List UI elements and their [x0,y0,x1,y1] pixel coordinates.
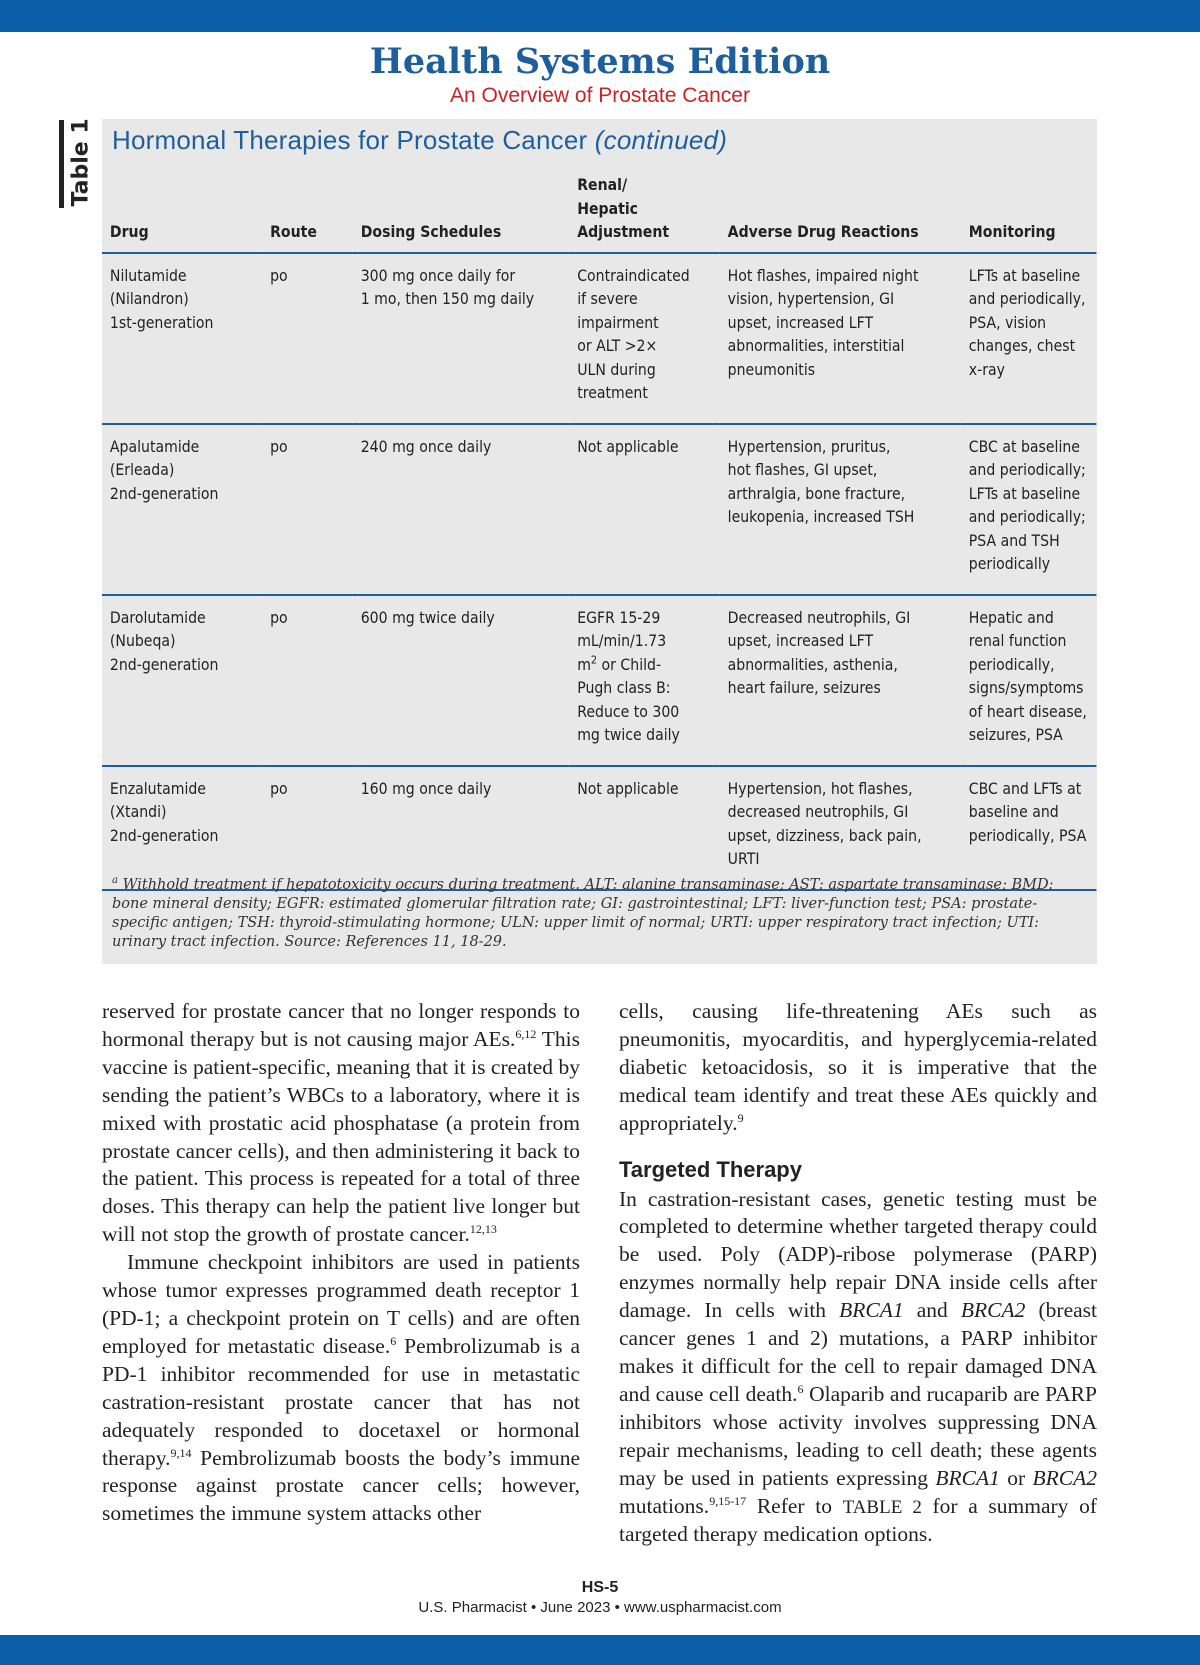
text-run: Pembrolizumab boosts the body’s immune response against prostate cancer cells; however, sometimes the immune system attacks other [102,1445,580,1526]
cell-dosing: 240 mg once daily [353,424,569,595]
cell-monitoring: CBC at baseline and periodically; LFTs at baseline and periodically; PSA and TSH periodically [961,424,1097,595]
text-run: and [903,1298,961,1323]
paragraph [619,1186,1097,1550]
reference-citation: 6,12 [515,1026,537,1041]
cell-adverse-reactions: Hypertension, hot flashes, decreased neutrophils, GI upset, dizziness, back pain, URTI [720,766,961,890]
cell-adjustment [569,595,719,766]
cell-dosing: 600 mg twice daily [353,595,569,766]
header-monitoring: Monitoring [961,173,1097,253]
adjustment-text-a: EGFR 15-29 mL/min/1.73 m [577,607,667,674]
text-run: Olaparib and rucaparib are PARP inhibitors whose activity involves suppressing DNA repair mechanisms, leading to cell death; these agents may be used in patients expressing [619,1381,1097,1490]
hormonal-therapies-table [102,173,1096,891]
cell-route: po [262,595,353,766]
gene-name: BRCA2 [960,1298,1026,1323]
edition-title: Health Systems Edition [369,41,831,82]
gene-name: BRCA1 [839,1298,904,1323]
text-run: mutations. [619,1493,710,1518]
page-number: HS-5 [581,1579,619,1596]
reference-citation: 9,15-17 [709,1493,747,1508]
text-run: or [999,1465,1033,1490]
text-run: cells, causing life-threatening AEs such as pneumonitis, myocarditis, and hyperglycemia-related diabetic ketoacidosis, so it is imperative that the medical team identify and treat these AEs quickly and appropriately. [619,999,1097,1135]
footnote-text: Withhold treatment if hepatotoxicity occurs during treatment. ALT: alanine transaminase; AST: aspartate transaminase; BMD: bone mineral density; EGFR: estimated glomerular filtration rate; GI: gastrointestinal; LFT: liver-function test; PSA: prostate-specific antigen; TSH: thyroid-stimulating hormone; ULN: upper limit of normal; URTI: upper respiratory tract infection; UTI: urinary tract infection. Source: References 11, 18-29. [112,876,1054,950]
top-brand-bar [0,0,1200,32]
reference-citation: 6 [390,1333,397,1348]
cell-monitoring: LFTs at baseline and periodically, PSA, vision changes, chest x-ray [961,253,1097,424]
header-dosing: Dosing Schedules [353,173,569,253]
reference-citation: 6 [797,1381,804,1396]
table-side-label [59,120,98,208]
table-reference: TABLE 2 [842,1496,922,1518]
text-run: Immune checkpoint inhibitors are used in patients whose tumor expresses programmed death receptor 1 (PD-1; a checkpoint protein on T cells) and are often employed for metastatic disease. [102,1250,580,1358]
masthead [0,40,1200,108]
table-row [102,595,1096,766]
cell-route: po [262,253,353,424]
cell-drug: Darolutamide (Nubeqa) 2nd-generation [102,595,262,766]
reference-citation: 12,13 [469,1222,497,1237]
body-column-left [102,998,580,1528]
cell-dosing: 160 mg once daily [353,766,569,890]
text-run: for a summary of targeted therapy medication options. [619,1493,1097,1547]
page-footer [0,1578,1200,1618]
paragraph [102,1249,580,1528]
header-route: Route [262,173,353,253]
table-box [102,119,1097,964]
cell-dosing: 300 mg once daily for 1 mo, then 150 mg daily [353,253,569,424]
table-title-suffix: (continued) [594,125,728,155]
text-run: (breast cancer genes 1 and 2) mutations, a PARP inhibitor makes it difficult for the cell to repair damaged DNA and cause cell death. [619,1298,1097,1406]
table-row [102,253,1096,424]
reference-citation: 9 [737,1110,744,1125]
table-row [102,424,1096,595]
cell-drug: Nilutamide (Nilandron) 1st-generation [102,253,262,424]
reference-citation: 9,14 [170,1445,192,1460]
header-adverse-reactions: Adverse Drug Reactions [720,173,961,253]
table-label-text: Table 1 [68,118,94,207]
superscript-squared: 2 [590,653,598,667]
text-run: Refer to [746,1493,843,1518]
cell-route: po [262,766,353,890]
cell-adjustment: Not applicable [569,424,719,595]
gene-name: BRCA1 [935,1465,1000,1490]
table-header-row [102,173,1096,253]
cell-drug: Enzalutamide (Xtandi) 2nd-generation [102,766,262,890]
text-run: Pembrolizumab is a PD-1 inhibitor recommended for use in metastatic castration-resistant prostate cancer that has not adequately responded to docetaxel or hormonal therapy. [102,1333,580,1470]
table-title-text: Hormonal Therapies for Prostate Cancer [112,125,588,155]
article-subtitle: An Overview of Prostate Cancer [450,84,750,107]
text-run: In castration-resistant cases, genetic testing must be completed to determine whether targeted therapy could be used. Poly (ADP)-ribose polymerase (PARP) enzymes normally help repair DNA inside cells after damage. In cells with [619,1186,1097,1323]
cell-adverse-reactions: Hypertension, pruritus, hot flashes, GI upset, arthralgia, bone fracture, leukopenia, increased TSH [720,424,961,595]
paragraph [619,998,1097,1138]
cell-adjustment: Contraindicated if severe impairment or ALT >2× ULN during treatment [569,253,719,424]
cell-monitoring: CBC and LFTs at baseline and periodically, PSA [961,766,1097,890]
text-run: reserved for prostate cancer that no longer responds to hormonal therapy but is not causing major AEs. [102,999,580,1051]
cell-adjustment: Not applicable [569,766,719,890]
adjustment-text-b: or Child- Pugh class B: Reduce to 300 mg twice daily [577,654,680,744]
cell-adverse-reactions: Hot flashes, impaired night vision, hypertension, GI upset, increased LFT abnormalities, interstitial pneumonitis [720,253,961,424]
header-adjustment: Renal/ Hepatic Adjustment [569,173,719,253]
gene-name: BRCA2 [1032,1465,1097,1490]
paragraph [102,998,580,1249]
header-drug: Drug [102,173,262,253]
body-column-right [619,998,1097,1549]
publication-line: U.S. Pharmacist • June 2023 • www.uspharmacist.com [418,1599,782,1616]
bottom-brand-bar [0,1635,1200,1665]
cell-adverse-reactions: Decreased neutrophils, GI upset, increased LFT abnormalities, asthenia, heart failure, seizures [720,595,961,766]
section-heading: Targeted Therapy [619,1156,802,1182]
cell-drug: Apalutamide (Erleada) 2nd-generation [102,424,262,595]
footnote-marker: a [112,875,118,886]
cell-route: po [262,424,353,595]
text-run: This vaccine is patient-specific, meaning that it is created by sending the patient’s WBCs to a laboratory, where it is mixed with prostatic acid phosphatase (a protein from prostate cancer cells), and then administering it back to the patient. This process is repeated for a total of three doses. This therapy can help the patient live longer but will not stop the growth of prostate cancer. [102,1026,580,1247]
table-footnote [112,871,1092,952]
cell-monitoring: Hepatic and renal function periodically, signs/symptoms of heart disease, seizures, PSA [961,595,1097,766]
table-title [112,125,727,156]
